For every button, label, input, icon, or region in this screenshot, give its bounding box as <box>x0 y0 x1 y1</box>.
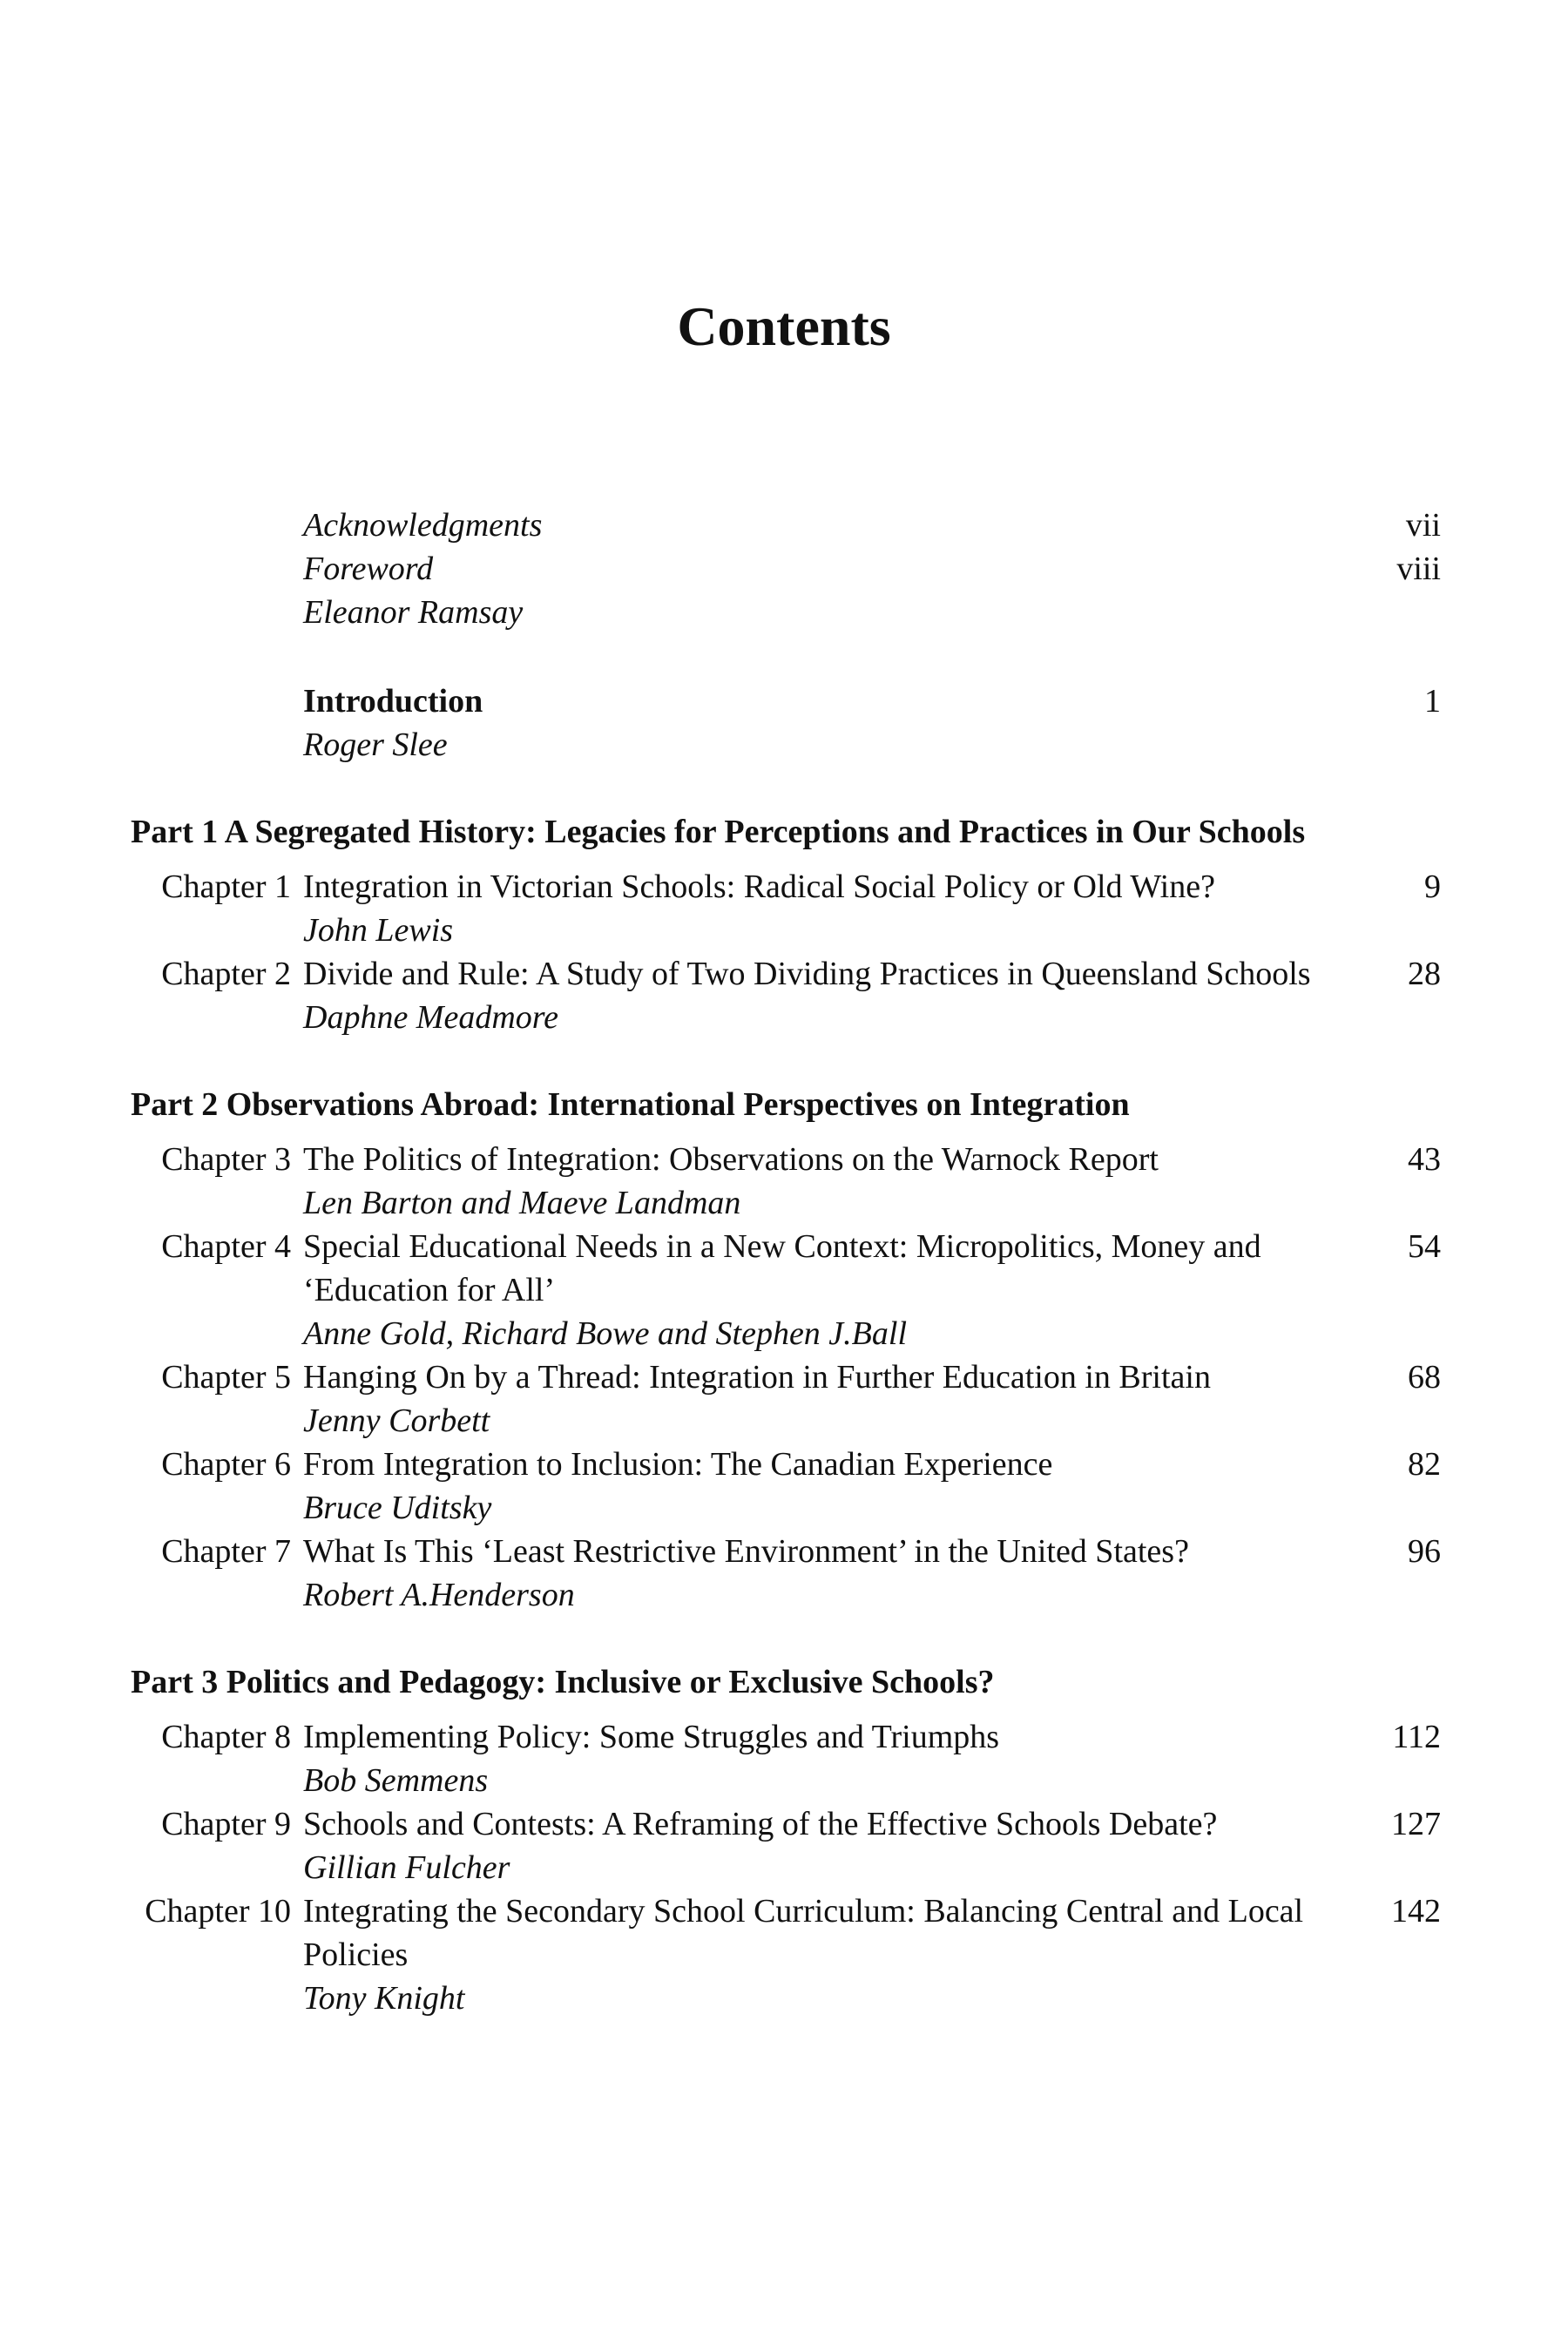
chapter-label: Chapter 4 <box>161 1228 291 1265</box>
page-number: 43 <box>1408 1141 1441 1178</box>
chapter-label: Chapter 1 <box>161 868 291 905</box>
page-number: 82 <box>1408 1446 1441 1483</box>
entry-title: Foreword <box>303 551 434 587</box>
chapter-author: Gillian Fulcher <box>303 1849 510 1886</box>
chapter-label: Chapter 8 <box>161 1719 291 1755</box>
entry-title: Acknowledgments <box>303 507 543 544</box>
chapter-author: Robert A.Henderson <box>303 1577 575 1613</box>
chapter-author: Len Barton and Maeve Landman <box>303 1185 741 1221</box>
chapter-title: Integrating the Secondary School Curriculum: Balancing Central and Local Policies <box>303 1893 1304 1973</box>
entry-author: Roger Slee <box>303 727 448 763</box>
chapter-entry[interactable] <box>131 1530 1441 1617</box>
part-heading[interactable]: Part 2 Observations Abroad: International Perspectives on Integration <box>131 1086 1130 1123</box>
chapter-label: Chapter 7 <box>161 1533 291 1570</box>
entry-author: Eleanor Ramsay <box>303 594 524 631</box>
page-number: 112 <box>1392 1719 1441 1755</box>
front-matter <box>131 504 1441 767</box>
chapter-title: Schools and Contests: A Reframing of the Effective Schools Debate? <box>303 1806 1218 1842</box>
chapter-author: Tony Knight <box>303 1980 465 2017</box>
part-heading[interactable]: Part 3 Politics and Pedagogy: Inclusive or Exclusive Schools? <box>131 1664 995 1700</box>
page-number: 68 <box>1408 1359 1441 1396</box>
table-of-contents <box>131 504 1441 2020</box>
page-number: 142 <box>1391 1893 1441 1930</box>
chapter-author: John Lewis <box>303 912 454 949</box>
chapter-entry[interactable] <box>131 1715 1441 1802</box>
chapter-entry[interactable] <box>131 865 1441 952</box>
chapter-author: Jenny Corbett <box>303 1402 490 1439</box>
toc-entry-acknowledgments[interactable] <box>131 504 1441 547</box>
page-number: 9 <box>1424 868 1441 905</box>
chapter-entry[interactable] <box>131 1138 1441 1225</box>
chapter-entry[interactable] <box>131 1225 1441 1355</box>
part-heading[interactable]: Part 1 A Segregated History: Legacies for Perceptions and Practices in Our Schools <box>131 814 1306 850</box>
page-number: 1 <box>1424 683 1441 720</box>
chapter-author: Bob Semmens <box>303 1762 489 1799</box>
chapter-title: Special Educational Needs in a New Context: Micropolitics, Money and ‘Education for All’ <box>303 1228 1261 1308</box>
chapter-title: Integration in Victorian Schools: Radical Social Policy or Old Wine? <box>303 868 1215 905</box>
entry-title: Introduction <box>303 683 483 720</box>
chapter-entry[interactable] <box>131 1802 1441 1889</box>
chapter-title: From Integration to Inclusion: The Canadian Experience <box>303 1446 1053 1483</box>
chapter-entry[interactable] <box>131 1355 1441 1443</box>
part-2 <box>131 1083 1441 1617</box>
toc-entry-foreword[interactable] <box>131 547 1441 634</box>
part-1 <box>131 810 1441 1039</box>
chapter-label: Chapter 2 <box>161 956 291 992</box>
chapter-label: Chapter 5 <box>161 1359 291 1396</box>
chapter-entry[interactable] <box>131 1889 1441 2020</box>
page-number: 127 <box>1391 1806 1441 1842</box>
chapter-entry[interactable] <box>131 1443 1441 1530</box>
part-3 <box>131 1660 1441 2020</box>
toc-entry-introduction[interactable] <box>131 679 1441 767</box>
chapter-title: What Is This ‘Least Restrictive Environment’ in the United States? <box>303 1533 1189 1570</box>
page-number: viii <box>1396 551 1441 587</box>
page-title: Contents <box>677 295 891 357</box>
page-number: 54 <box>1408 1228 1441 1265</box>
chapter-label: Chapter 10 <box>145 1893 291 1930</box>
chapter-author: Bruce Uditsky <box>303 1490 492 1526</box>
chapter-title: Hanging On by a Thread: Integration in Further Education in Britain <box>303 1359 1211 1396</box>
chapter-label: Chapter 9 <box>161 1806 291 1842</box>
chapter-title: Implementing Policy: Some Struggles and Triumphs <box>303 1719 1000 1755</box>
chapter-author: Daphne Meadmore <box>303 999 559 1036</box>
chapter-title: The Politics of Integration: Observations on the Warnock Report <box>303 1141 1159 1178</box>
page-number: 28 <box>1408 956 1441 992</box>
page-number: vii <box>1405 507 1441 544</box>
chapter-author: Anne Gold, Richard Bowe and Stephen J.Ball <box>303 1315 907 1352</box>
page-number: 96 <box>1408 1533 1441 1570</box>
chapter-title: Divide and Rule: A Study of Two Dividing Practices in Queensland Schools <box>303 956 1311 992</box>
chapter-label: Chapter 6 <box>161 1446 291 1483</box>
chapter-entry[interactable] <box>131 952 1441 1039</box>
chapter-label: Chapter 3 <box>161 1141 291 1178</box>
